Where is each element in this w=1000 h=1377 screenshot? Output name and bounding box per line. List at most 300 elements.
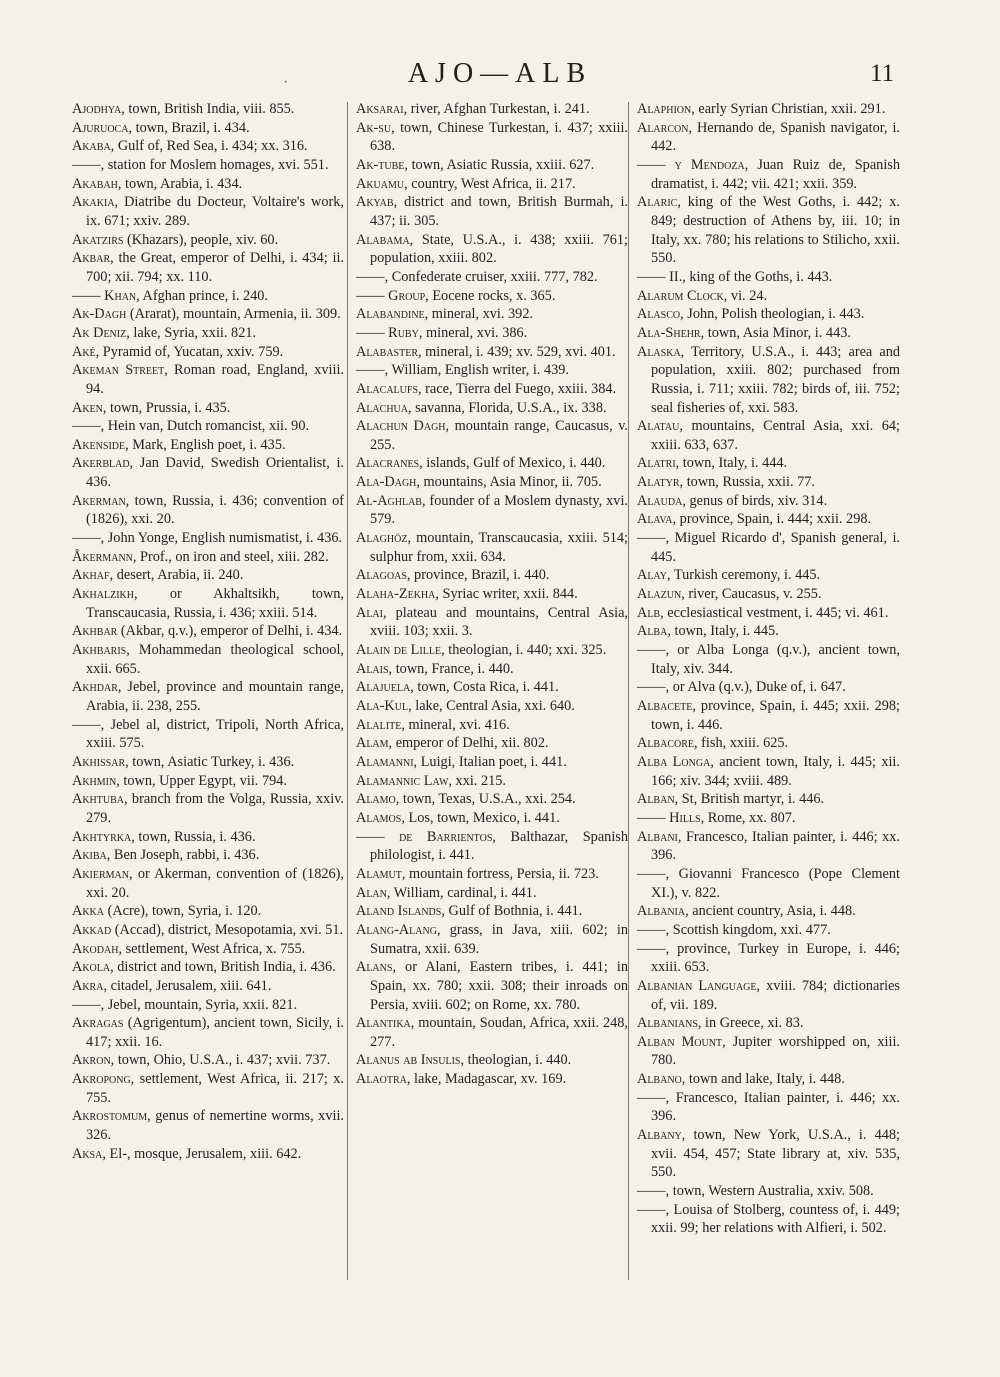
index-entry (356, 193, 628, 230)
index-entry (72, 399, 344, 418)
entry-headword: Alamanni (356, 753, 414, 770)
index-entry (637, 940, 900, 977)
entry-references: , emperor of Delhi, xii. 802. (388, 735, 549, 752)
entry-references: , plateau and mountains, Central Asia, xviii. 103; xxii. 3. (370, 604, 628, 640)
entry-references: , John, Polish theologian, i. 443. (680, 306, 865, 323)
index-entry (72, 417, 344, 436)
entry-references: , Prof., on iron and steel, xiii. 282. (132, 548, 329, 565)
entry-references: (Ararat), mountain, Armenia, ii. 309. (126, 306, 341, 323)
entry-references: , mountain fortress, Persia, ii. 723. (401, 865, 599, 882)
entry-references: , genus of nemertine worms, xvii. 326. (86, 1108, 344, 1144)
entry-headword: Alabama (356, 231, 410, 248)
index-entry (356, 287, 628, 306)
entry-headword: Aksa (72, 1145, 103, 1162)
entry-headword: Akhaf (72, 567, 110, 584)
entry-headword: Alais (356, 660, 389, 677)
entry-headword: Akhtyrka (72, 828, 132, 845)
index-entry (356, 305, 628, 324)
entry-references: , branch from the Volga, Russia, xxiv. 279. (86, 791, 344, 826)
entry-references: , town, Texas, U.S.A., xxi. 254. (395, 791, 576, 808)
entry-references: , town, Italy, i. 444. (675, 455, 788, 472)
entry-references: , mineral, i. 439; xv. 529, xvi. 401. (418, 343, 616, 360)
index-entry (72, 287, 344, 306)
entry-references: , town, Asiatic Turkey, i. 436. (125, 753, 295, 770)
entry-headword: Ajuruoca (72, 119, 129, 136)
index-entry (356, 324, 628, 343)
index-entry (356, 566, 628, 585)
entry-references: , John Yonge, English numismatist, i. 436. (100, 530, 343, 547)
index-entry (356, 790, 628, 809)
entry-headword: —— (72, 716, 101, 733)
entry-headword: Albania (637, 903, 686, 920)
entry-headword: Ala-Kul (356, 698, 409, 714)
index-entry (72, 324, 344, 343)
entry-headword: Akerblad (72, 455, 130, 472)
entry-headword: Akuamu (356, 175, 405, 192)
index-entry (72, 585, 344, 622)
entry-references: , Pyramid of, Yucatan, xxiv. 759. (95, 343, 284, 360)
entry-references: , Louisa of Stolberg, countess of, i. 449; xxii. 99; her relations with Alfieri, i. 502. (651, 1201, 900, 1237)
index-entry (637, 473, 900, 492)
index-entry (637, 324, 900, 343)
entry-headword: Albacete (637, 698, 693, 714)
index-entry (72, 828, 344, 847)
entry-headword: Akeman Street (72, 362, 165, 379)
index-entry (72, 996, 344, 1015)
entry-headword: Alban Mount (637, 1033, 723, 1050)
index-entry (356, 1051, 628, 1070)
entry-references: , Francesco, Italian painter, i. 446; xx. 396. (651, 828, 900, 864)
entry-references: , lake, Syria, xxii. 821. (126, 324, 257, 341)
entry-references: , or Akhaltsikh, town, Transcaucasia, Russia, i. 436; xxiii. 514. (86, 586, 344, 621)
entry-headword: Alaric (637, 194, 678, 211)
entry-headword: Akhalzikh (72, 586, 134, 603)
index-entry (356, 753, 628, 772)
index-entry (72, 436, 344, 455)
entry-references: , Miguel Ricardo d', Spanish general, i. 445. (651, 530, 900, 565)
index-entry (356, 734, 628, 753)
entry-headword: Alauda (637, 492, 683, 509)
index-entry (72, 1070, 344, 1107)
entry-references: , district and town, British India, i. 436. (110, 959, 336, 976)
index-entry (72, 137, 344, 156)
entry-references: , desert, Arabia, ii. 240. (109, 567, 244, 584)
entry-headword: Alabandine (356, 306, 425, 323)
entry-headword: Akatzirs (72, 231, 124, 248)
entry-headword: —— Group (356, 287, 426, 304)
entry-references: , ancient country, Asia, i. 448. (685, 903, 856, 920)
index-entry (72, 1145, 344, 1164)
entry-headword: Åkermann (72, 548, 133, 565)
index-entry (72, 641, 344, 678)
entry-references: , town, Asia Minor, i. 443. (700, 324, 851, 341)
index-entry (356, 865, 628, 884)
entry-references: , or Alva (q.v.), Duke of, i. 647. (665, 679, 846, 696)
entry-references: , Jebel, mountain, Syria, xxii. 821. (100, 996, 298, 1013)
entry-headword: —— Ruby (356, 324, 419, 341)
entry-headword: —— (72, 418, 101, 435)
entry-references: , citadel, Jerusalem, xiii. 641. (103, 977, 272, 994)
entry-references: (Akbar, q.v.), emperor of Delhi, i. 434. (117, 623, 343, 640)
entry-headword: Akragas (72, 1015, 124, 1032)
index-entry (637, 921, 900, 940)
entry-headword: Akropong (72, 1071, 131, 1088)
entry-headword: Akerman (72, 492, 126, 509)
entry-headword: Alaotra (356, 1071, 407, 1088)
running-head: AJO—ALB (407, 58, 593, 89)
entry-headword: Albany (637, 1127, 682, 1144)
entry-references: , province, Brazil, i. 440. (406, 567, 550, 584)
entry-headword: —— Hills (637, 809, 701, 826)
entry-headword: Alamo (356, 791, 396, 808)
index-entry (72, 716, 344, 753)
entry-headword: —— (637, 642, 666, 659)
entry-headword: Ajodhya (72, 101, 122, 117)
index-entry (637, 343, 900, 418)
entry-references: , Jebel, province and mountain range, Arabia, ii. 238, 255. (86, 679, 344, 714)
entry-references: , settlement, West Africa, x. 755. (118, 940, 306, 957)
page-number: 11 (870, 60, 895, 87)
header-dot: · (283, 74, 289, 91)
index-entry (637, 734, 900, 753)
index-entry (356, 1070, 628, 1089)
index-entry (356, 697, 628, 716)
entry-references: , town, Russia, i. 436. (131, 828, 256, 845)
index-entry (356, 585, 628, 604)
index-entry (637, 1126, 900, 1182)
entry-references: , Los, town, Mexico, i. 441. (401, 809, 560, 826)
index-entry (72, 492, 344, 529)
column-divider-2 (628, 102, 629, 1280)
index-entry (72, 846, 344, 865)
index-entry (72, 100, 344, 119)
index-entry (72, 865, 344, 902)
entry-headword: Akbar (72, 250, 111, 267)
index-entry (356, 921, 628, 958)
entry-references: , mineral, xvi. 392. (424, 306, 534, 323)
entry-references: II., king of the Goths, i. 443. (665, 268, 833, 285)
entry-references: , town, Chinese Turkestan, i. 437; xxiii. 638. (370, 119, 628, 155)
entry-headword: Aké (72, 343, 96, 360)
entry-headword: Akhdar (72, 679, 118, 696)
entry-references: , fish, xxiii. 625. (694, 735, 789, 752)
index-entry (356, 343, 628, 362)
entry-headword: Alban (637, 791, 675, 808)
entry-references: , State, U.S.A., i. 438; xxiii. 761; population, xxiii. 802. (370, 231, 628, 267)
entry-headword: Alachua (356, 399, 408, 416)
entry-references: , grass, in Java, xiii. 602; in Sumatra, xxii. 639. (370, 921, 628, 957)
index-entry (637, 641, 900, 678)
entry-references: , Gulf of, Red Sea, i. 434; xx. 316. (110, 138, 308, 155)
entry-headword: Akra (72, 977, 104, 994)
entry-headword: Akola (72, 959, 111, 976)
index-entry (637, 287, 900, 306)
entry-headword: Alam (356, 735, 389, 752)
entry-headword: Alasco (637, 306, 681, 323)
entry-references: , or Alba Longa (q.v.), ancient town, Italy, xiv. 344. (651, 642, 900, 677)
entry-headword: Akkad (72, 921, 112, 938)
entry-headword: —— (637, 921, 666, 938)
entry-references: (Acre), town, Syria, i. 120. (104, 903, 262, 920)
entry-headword: —— (637, 1089, 666, 1106)
index-entry (356, 231, 628, 268)
entry-references: , Gulf of Bothnia, i. 441. (441, 903, 583, 920)
index-entry (72, 977, 344, 996)
entry-references: , Francesco, Italian painter, i. 446; xx. 396. (651, 1089, 900, 1125)
index-entry (637, 1201, 900, 1238)
index-entry (637, 828, 900, 865)
index-entry (637, 1182, 900, 1201)
entry-headword: Akhtuba (72, 791, 124, 808)
entry-headword: Alachun Dagh (356, 418, 446, 435)
entry-headword: Alain de Lille (356, 642, 442, 659)
entry-headword: Akyab (356, 194, 394, 211)
entry-references: , savanna, Florida, U.S.A., ix. 338. (408, 399, 607, 416)
entry-headword: Alava (637, 511, 673, 528)
entry-headword: Ala-Shehr (637, 324, 701, 341)
entry-headword: Alamos (356, 809, 402, 826)
entry-headword: —— (637, 679, 666, 696)
entry-headword: Alamannic Law (356, 772, 449, 789)
index-entry (72, 454, 344, 491)
entry-references: , St, British martyr, i. 446. (674, 791, 825, 808)
index-entry (637, 1070, 900, 1089)
entry-references: , Scottish kingdom, xxi. 477. (665, 921, 831, 938)
entry-references: (Agrigentum), ancient town, Sicily, i. 417; xxii. 16. (86, 1015, 344, 1050)
index-entry (637, 902, 900, 921)
entry-references: , town, Prussia, i. 435. (102, 399, 231, 416)
index-entry (637, 193, 900, 268)
entry-headword: Al-Aghlab (356, 492, 422, 509)
index-entry (356, 399, 628, 418)
entry-references: , town, France, i. 440. (388, 660, 514, 677)
entry-references: , river, Afghan Turkestan, i. 241. (403, 101, 590, 117)
entry-references: , mountain, Transcaucasia, xxiii. 514; sulphur from, xxii. 634. (370, 530, 628, 565)
entry-headword: Alaska (637, 343, 681, 360)
index-entry (356, 100, 628, 119)
entry-headword: Alagoas (356, 567, 407, 584)
index-entry (72, 156, 344, 175)
entry-references: , town, Italy, i. 445. (667, 623, 779, 640)
entry-references: , Confederate cruiser, xxiii. 777, 782. (384, 268, 598, 285)
entry-references: , province, Spain, i. 445; xxii. 298; town, i. 446. (651, 698, 900, 733)
entry-headword: Akierman (72, 865, 129, 882)
index-entry (72, 305, 344, 324)
index-entry (637, 977, 900, 1014)
entry-headword: Alan (356, 884, 387, 901)
entry-references: , Luigi, Italian poet, i. 441. (413, 753, 567, 770)
entry-references: , William, English writer, i. 439. (384, 362, 570, 379)
index-entry (72, 193, 344, 230)
entry-headword: Aken (72, 399, 103, 416)
entry-headword: Alai (356, 604, 383, 621)
index-entry (637, 566, 900, 585)
entry-headword: —— (637, 268, 666, 285)
index-entry (637, 1014, 900, 1033)
index-entry (72, 921, 344, 940)
entry-references: , town, Costa Rica, i. 441. (410, 679, 559, 696)
entry-references: , country, West Africa, ii. 217. (404, 175, 576, 192)
entry-references: , xxi. 215. (448, 772, 506, 789)
entry-headword: Akaba (72, 138, 111, 155)
entry-references: , town, British India, viii. 855. (121, 101, 295, 117)
index-entry (356, 716, 628, 735)
index-entry (72, 175, 344, 194)
index-entry (72, 1014, 344, 1051)
index-entry (637, 753, 900, 790)
entry-headword: Akiba (72, 847, 107, 864)
index-columns (72, 100, 927, 1290)
entry-references: , the Great, emperor of Delhi, i. 434; ii. 700; xii. 794; xx. 110. (86, 250, 344, 285)
entry-headword: Alajuela (356, 679, 411, 696)
index-entry (356, 884, 628, 903)
entry-headword: Akka (72, 903, 104, 920)
entry-headword: Alantika (356, 1015, 411, 1032)
entry-references: , Turkish ceremony, i. 445. (666, 567, 821, 584)
entry-headword: Alacranes (356, 455, 420, 472)
entry-headword: Alba Longa (637, 753, 711, 770)
index-entry (72, 678, 344, 715)
entry-references: , town and lake, Italy, i. 448. (681, 1071, 845, 1088)
index-entry (356, 1014, 628, 1051)
index-entry (356, 268, 628, 287)
entry-headword: Akenside (72, 436, 126, 453)
index-entry (637, 492, 900, 511)
entry-references: , Rome, xx. 807. (700, 809, 796, 826)
index-entry (356, 902, 628, 921)
entry-headword: Alatyr (637, 474, 680, 491)
entry-references: , or Akerman, convention of (1826), xxi. 20. (86, 865, 344, 901)
entry-headword: Akhissar (72, 753, 126, 770)
index-entry (356, 361, 628, 380)
entry-references: , king of the West Goths, i. 442; x. 849; destruction of Athens by, iii. 10; in Italy, xx. 780; his relations to Stilicho, xxii. 550. (651, 194, 900, 267)
entry-headword: —— (637, 1201, 666, 1218)
entry-headword: —— Khan (72, 287, 137, 304)
index-entry (356, 473, 628, 492)
entry-references: , town, Russia, xxii. 77. (679, 474, 815, 491)
entry-headword: —— (356, 362, 385, 379)
entry-references: , lake, Central Asia, xxi. 640. (408, 698, 575, 714)
entry-headword: Alatri (637, 455, 676, 472)
entry-headword: Alb (637, 604, 661, 621)
entry-references: , district and town, British Burmah, i. 437; ii. 305. (370, 194, 628, 229)
index-entry (637, 305, 900, 324)
index-entry (72, 902, 344, 921)
entry-references: , town, Arabia, i. 434. (117, 175, 243, 192)
entry-headword: —— (637, 865, 666, 882)
entry-headword: Albanian Language (637, 977, 757, 994)
entry-references: , Afghan prince, i. 240. (136, 287, 268, 304)
entry-references: , Territory, U.S.A., i. 443; area and population, xxiii. 802; purchased from Russia, i. 711; xxiii. 782; birds of, iii. 752; seal fisheries of, xxi. 583. (651, 343, 900, 416)
index-entry (72, 361, 344, 398)
index-entry (356, 809, 628, 828)
index-entry (637, 809, 900, 828)
entry-references: (Accad), district, Mesopotamia, xvi. 51. (111, 921, 344, 938)
index-entry (72, 1107, 344, 1144)
entry-references: , town, Ohio, U.S.A., i. 437; xvii. 737. (110, 1052, 331, 1069)
entry-headword: Akhmin (72, 772, 117, 789)
entry-headword: Alamut (356, 865, 402, 882)
index-entry (356, 417, 628, 454)
index-entry (637, 100, 900, 119)
entry-headword: Akhbaris (72, 642, 127, 659)
entry-headword: Akakia (72, 194, 115, 211)
entry-headword: Alalite (356, 716, 402, 733)
entry-references: , town, Russia, i. 436; convention of (1826), xxi. 20. (86, 492, 344, 528)
entry-headword: —— y Mendoza (637, 156, 745, 173)
index-entry (356, 772, 628, 791)
entry-references: , town, Asiatic Russia, xxiii. 627. (404, 156, 595, 173)
entry-headword: Akhbar (72, 623, 118, 640)
index-entry (72, 772, 344, 791)
entry-headword: —— de Barrientos (356, 828, 493, 845)
entry-references: , Jan David, Swedish Orientalist, i. 436. (86, 455, 344, 491)
entry-headword: Akrostomum (72, 1108, 148, 1125)
entry-headword: —— (637, 530, 666, 547)
entry-references: , Hernando de, Spanish navigator, i. 442. (651, 119, 900, 155)
entry-references: , lake, Madagascar, xv. 169. (406, 1071, 567, 1088)
index-entry (637, 417, 900, 454)
entry-references: , station for Moslem homages, xvi. 551. (100, 156, 329, 173)
index-entry (356, 828, 628, 865)
entry-headword: Alba (637, 623, 668, 640)
entry-headword: —— (637, 940, 666, 957)
entry-headword: Albani (637, 828, 678, 845)
entry-headword: —— (356, 268, 385, 285)
index-entry (72, 622, 344, 641)
index-entry (356, 492, 628, 529)
index-entry (637, 510, 900, 529)
entry-headword: Ala-Dagh (356, 474, 417, 491)
index-entry (356, 641, 628, 660)
entry-references: , settlement, West Africa, ii. 217; x. 755. (86, 1071, 344, 1106)
entry-headword: Alans (356, 959, 393, 976)
entry-references: , Roman road, England, xviii. 94. (86, 362, 344, 397)
index-entry (72, 753, 344, 772)
index-entry (637, 268, 900, 287)
index-entry (72, 249, 344, 286)
entry-headword: Ak-tube (356, 156, 405, 173)
entry-headword: Albacore (637, 735, 694, 752)
entry-references: , mountains, Central Asia, xxi. 64; xxiii. 633, 637. (651, 418, 900, 453)
index-entry (356, 175, 628, 194)
index-entry (72, 231, 344, 250)
entry-references: , vi. 24. (723, 287, 768, 304)
index-entry (356, 156, 628, 175)
index-entry (356, 119, 628, 156)
entry-references: , theologian, i. 440; xxi. 325. (441, 642, 607, 659)
column-3 (637, 100, 900, 1238)
index-entry (356, 678, 628, 697)
entry-headword: Albanians (637, 1015, 698, 1032)
index-entry (637, 119, 900, 156)
entry-references: , early Syrian Christian, xxii. 291. (691, 101, 886, 117)
index-entry (72, 940, 344, 959)
entry-references: , islands, Gulf of Mexico, i. 440. (419, 455, 606, 472)
entry-headword: —— (72, 996, 101, 1013)
index-entry (637, 529, 900, 566)
index-entry (637, 1033, 900, 1070)
entry-headword: Alaha-Zekha (356, 586, 436, 603)
index-entry (72, 548, 344, 567)
column-2 (356, 100, 628, 1089)
index-entry (637, 604, 900, 623)
entry-headword: Alang-Alang (356, 921, 437, 938)
entry-headword: Alaphion (637, 101, 692, 117)
entry-headword: Akabah (72, 175, 118, 192)
entry-references: , province, Spain, i. 444; xxii. 298. (672, 511, 872, 528)
entry-references: , town, New York, U.S.A., i. 448; xvii. 454, 457; State library at, xiv. 535, 550. (651, 1127, 900, 1181)
